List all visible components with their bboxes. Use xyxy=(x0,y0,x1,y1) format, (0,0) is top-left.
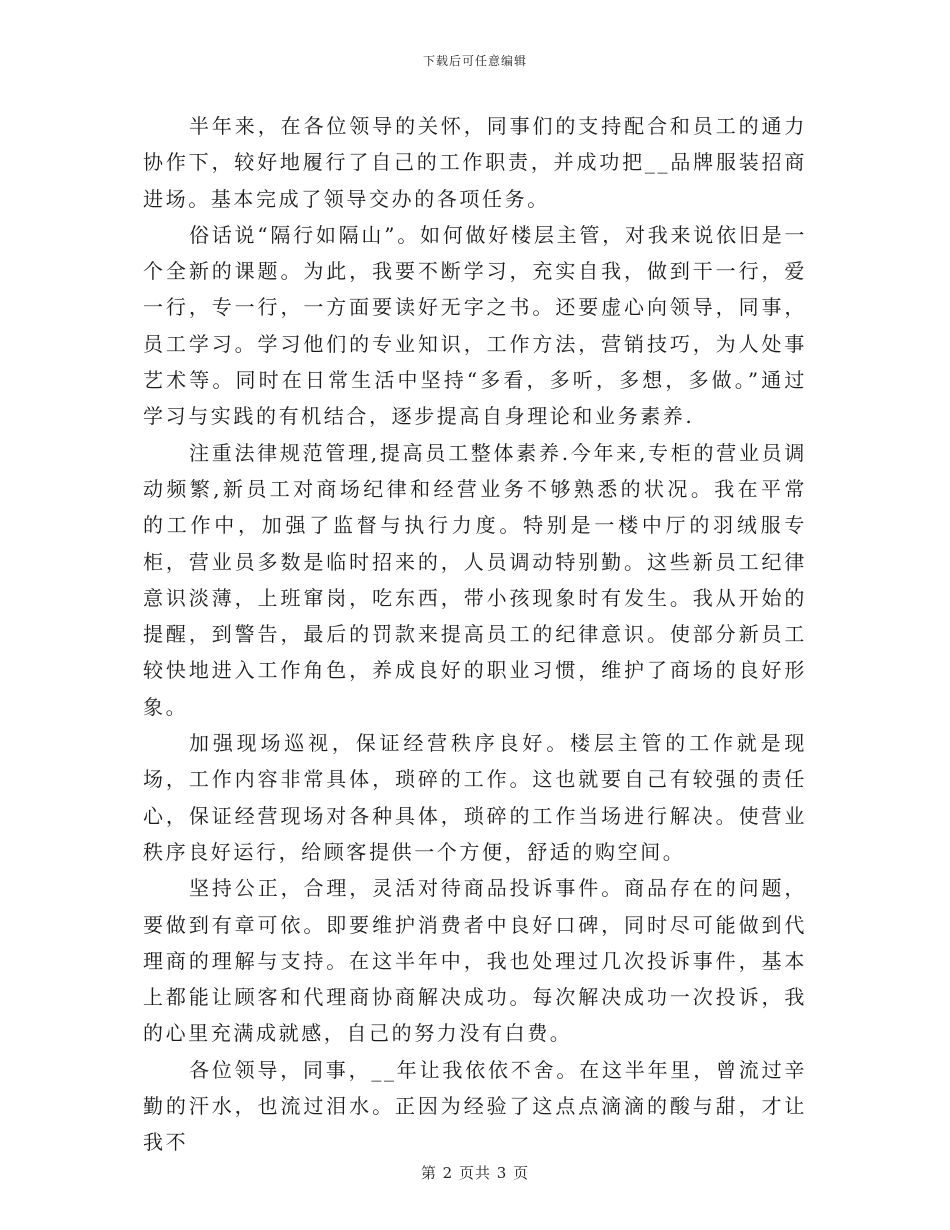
paragraph: 俗话说“隔行如隔山”。如何做好楼层主管，对我来说依旧是一个全新的课题。为此，我要不断学习，充实自我，做到干一行，爱一行，专一行，一方面要读好无字之书。还要虚心向领导，同事，员工学习。学习他们的专业知识，工作方法，营销技巧，为人处事艺术等。同时在日常生活中坚持“多看，多听，多想，多做。”通过学习与实践的有机结合，逐步提高自身理论和业务素养. xyxy=(143,222,807,429)
paragraph: 各位领导，同事，__年让我依依不舍。在这半年里，曾流过辛勤的汗水，也流过泪水。正因为经验了这点点滴滴的酸与甜，才让我不 xyxy=(143,1057,807,1155)
paragraph: 半年来，在各位领导的关怀，同事们的支持配合和员工的通力协作下，较好地履行了自己的工作职责，并成功把__品牌服装招商进场。基本完成了领导交办的各项任务。 xyxy=(143,114,807,211)
page-header: 下载后可任意编辑 xyxy=(422,54,527,68)
paragraph: 坚持公正，合理，灵活对待商品投诉事件。商品存在的问题，要做到有章可依。即要维护消费者中良好口碑，同时尽可能做到代理商的理解与支持。在这半年中，我也处理过几次投诉事件，基本上都能让顾客和代理商协商解决成功。每次解决成功一次投诉，我的心里充满成就感，自己的努力没有白费。 xyxy=(143,876,807,1046)
page-number: 第 2 页共 3 页 xyxy=(420,1164,530,1182)
document-body xyxy=(143,108,807,1161)
paragraph: 注重法律规范管理,提高员工整体素养.今年来,专柜的营业员调动频繁,新员工对商场纪律和经营业务不够熟悉的状况。我在平常的工作中，加强了监督与执行力度。特别是一楼中厅的羽绒服专柜，营业员多数是临时招来的，人员调动特别勤。这些新员工纪律意识淡薄，上班窜岗，吃东西，带小孩现象时有发生。我从开始的提醒，到警告，最后的罚款来提高员工的纪律意识。使部分新员工较快地进入工作角色，养成良好的职业习惯，维护了商场的良好形象。 xyxy=(143,440,807,719)
paragraph: 加强现场巡视，保证经营秩序良好。楼层主管的工作就是现场，工作内容非常具体，琐碎的工作。这也就要自己有较强的责任心，保证经营现场对各种具体，琐碎的工作当场进行解决。使营业秩序良好运行，给顾客提供一个方便，舒适的购空间。 xyxy=(143,731,807,864)
